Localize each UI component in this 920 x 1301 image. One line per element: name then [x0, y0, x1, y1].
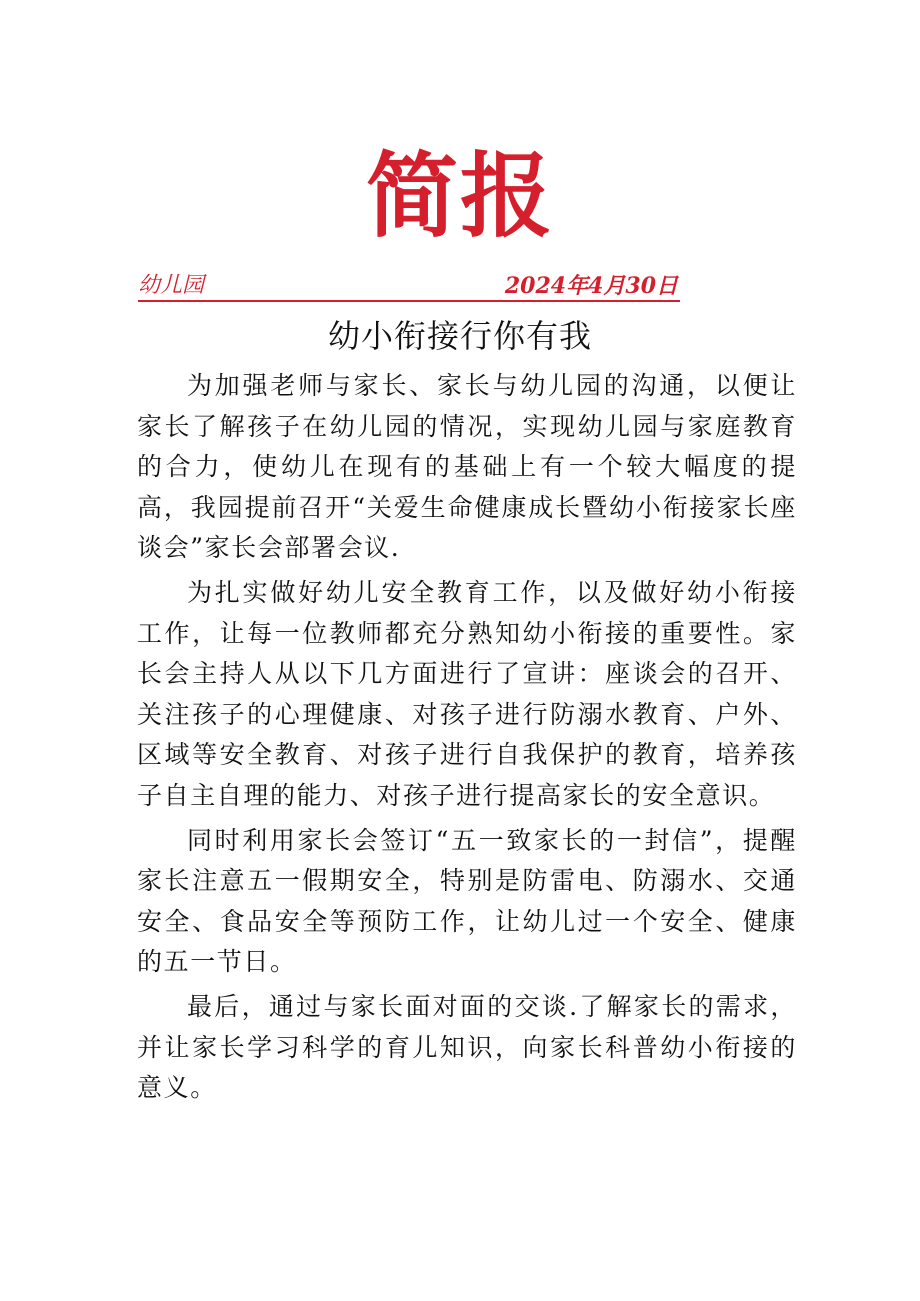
paragraph-2: 为扎实做好幼儿安全教育工作，以及做好幼小衔接工作，让每一位教师都充分熟知幼小衔接的重要性。家长会主持人从以下几方面进行了宣讲：座谈会的召开、关注孩子的心理健康、对孩子进行防溺水教育、户外、区域等安全教育、对孩子进行自我保护的教育，培养孩子自主自理的能力、对孩子进行提高家长的安全意识。 — [137, 577, 797, 810]
paragraph-4: 最后，通过与家长面对面的交谈.了解家长的需求，并让家长学习科学的育儿知识，向家长科普幼小衔接的意义。 — [137, 991, 797, 1103]
article-body — [137, 366, 797, 1113]
paragraph-1: 为加强老师与家长、家长与幼儿园的沟通，以便让家长了解孩子在幼儿园的情况，实现幼儿园与家庭教育的合力，使幼儿在现有的基础上有一个较大幅度的提高，我园提前召开“关爱生命健康成长暨幼小衔接家长座谈会”家长会部署会议. — [137, 371, 797, 563]
issue-date: 2024年4月30日 — [504, 273, 678, 299]
masthead-title: 简报 — [365, 143, 554, 250]
organization-name: 幼儿园 — [138, 273, 205, 298]
header-rule — [138, 272, 680, 302]
article-title: 幼小衔接行你有我 — [327, 317, 592, 355]
paragraph-3: 同时利用家长会签订“五一致家长的一封信”，提醒家长注意五一假期安全，特别是防雷电、防溺水、交通安全、食品安全等预防工作，让幼儿过一个安全、健康的五一节日。 — [137, 825, 797, 977]
